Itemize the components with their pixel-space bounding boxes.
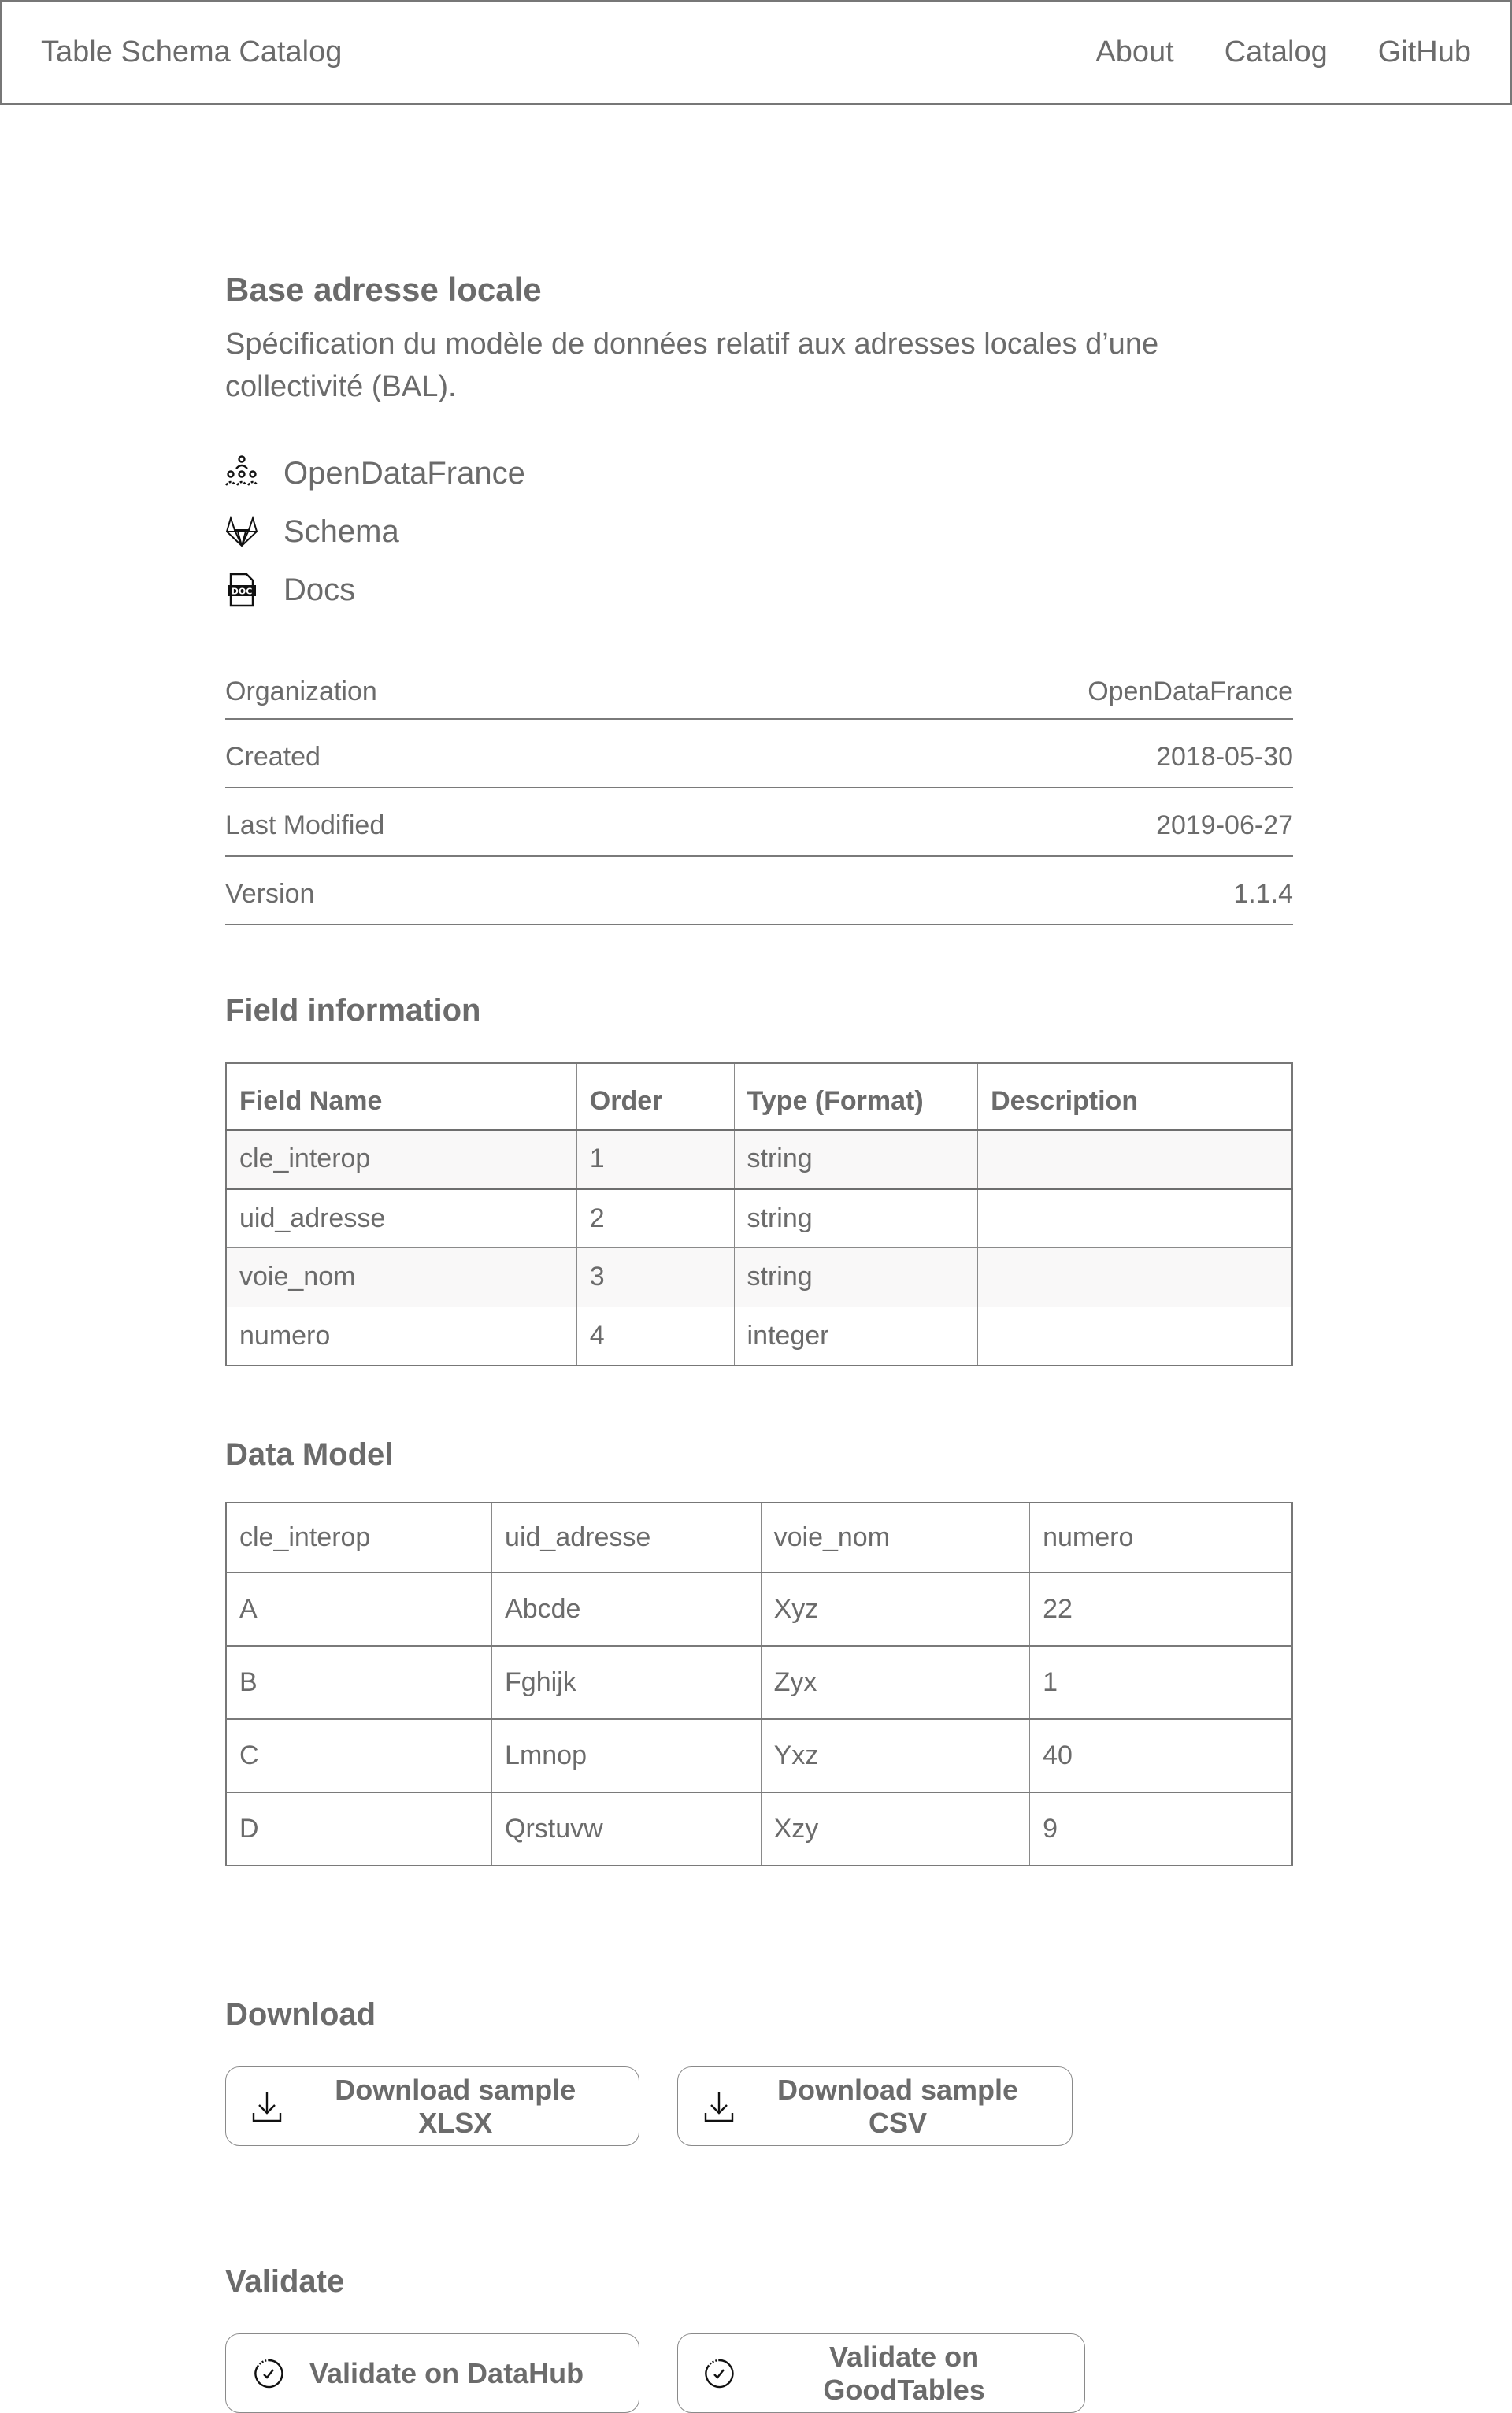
gitlab-icon [225,515,258,548]
page-title: Base adresse locale [225,271,542,308]
field-information-table [225,1062,1293,1366]
nav-links [1045,35,1471,69]
metadata-label: Last Modified [225,810,385,840]
table-row [226,1719,1292,1792]
table-cell: 2 [576,1188,734,1247]
table-cell [978,1247,1292,1307]
table-cell: 9 [1030,1792,1292,1866]
download-title: Download [225,1997,376,2032]
table-cell: integer [734,1307,978,1366]
table-cell: 22 [1030,1573,1292,1646]
organization-icon [225,457,258,490]
metadata-row-organization [225,657,1293,720]
field-information-title: Field information [225,993,481,1028]
link-organization-label: OpenDataFrance [284,455,525,491]
table-cell: B [226,1646,492,1719]
metadata-row-created [225,720,1293,788]
download-icon [703,2089,735,2124]
metadata-value: 2019-06-27 [1156,810,1293,840]
validate-goodtables-label: Validate on GoodTables [823,2340,985,2406]
table-cell: numero [226,1307,576,1366]
table-cell: 40 [1030,1719,1292,1792]
table-row [226,1247,1292,1307]
column-header: Field Name [226,1063,576,1129]
table-row [226,1792,1292,1866]
link-docs-label: Docs [284,572,356,607]
validate-datahub-button[interactable] [225,2333,639,2413]
table-cell: 4 [576,1307,734,1366]
schema-detail [225,260,1293,2413]
table-cell [978,1307,1292,1366]
check-circle-icon [703,2356,735,2391]
link-schema[interactable] [225,502,1293,561]
download-icon [251,2089,284,2124]
table-cell: Fghijk [492,1646,762,1719]
table-cell: 1 [1030,1646,1292,1719]
validate-buttons [225,2333,1293,2413]
table-cell: Yxz [761,1719,1029,1792]
column-header: Order [576,1063,734,1129]
metadata-value: 1.1.4 [1233,879,1293,909]
table-cell: string [734,1129,978,1188]
table-cell: Qrstuvw [492,1792,762,1866]
table-cell: Lmnop [492,1719,762,1792]
schema-description: Spécification du modèle de données relatif aux adresses locales d’une collectivité (BAL). [225,328,1159,403]
data-model-table [225,1502,1293,1866]
brand-link[interactable]: Table Schema Catalog [41,35,343,69]
download-csv-button[interactable] [677,2066,1073,2146]
validate-goodtables-button[interactable] [677,2333,1085,2413]
table-cell [978,1129,1292,1188]
nav-link-catalog[interactable]: Catalog [1224,35,1328,69]
table-cell: uid_adresse [226,1188,576,1247]
table-cell: string [734,1188,978,1247]
metadata-label: Created [225,742,321,772]
column-header: Type (Format) [734,1063,978,1129]
validate-title: Validate [225,2264,345,2299]
table-cell: cle_interop [226,1129,576,1188]
column-header: voie_nom [761,1503,1029,1573]
metadata-list [225,657,1293,925]
metadata-value: OpenDataFrance [1088,676,1293,706]
table-cell: string [734,1247,978,1307]
check-circle-icon [251,2356,286,2391]
table-cell: Zyx [761,1646,1029,1719]
table-header-row [226,1063,1292,1129]
doc-file-icon [225,573,258,606]
link-schema-label: Schema [284,513,399,549]
column-header: numero [1030,1503,1292,1573]
table-row [226,1129,1292,1188]
table-header-row [226,1503,1292,1573]
table-cell: A [226,1573,492,1646]
data-model-title: Data Model [225,1437,394,1472]
table-cell: Xyz [761,1573,1029,1646]
metadata-label: Version [225,879,315,909]
column-header: cle_interop [226,1503,492,1573]
svg-text:DOC: DOC [231,586,253,597]
table-row [226,1188,1292,1247]
column-header: uid_adresse [492,1503,762,1573]
table-cell: 3 [576,1247,734,1307]
link-organization[interactable] [225,444,1293,502]
table-cell: Xzy [761,1792,1029,1866]
navbar [0,0,1512,105]
download-xlsx-label: Download sample XLSX [335,2073,576,2139]
table-cell: Abcde [492,1573,762,1646]
validate-datahub-label: Validate on DataHub [309,2356,584,2389]
nav-link-github[interactable]: GitHub [1377,35,1471,69]
table-row [226,1646,1292,1719]
table-cell [978,1188,1292,1247]
table-cell: C [226,1719,492,1792]
metadata-row-version [225,857,1293,925]
table-cell: 1 [576,1129,734,1188]
metadata-row-last-modified [225,788,1293,857]
table-cell: voie_nom [226,1247,576,1307]
link-docs[interactable] [225,561,1293,619]
metadata-value: 2018-05-30 [1156,742,1293,772]
schema-links [225,444,1293,619]
download-csv-label: Download sample CSV [776,2073,1019,2139]
download-buttons [225,2066,1293,2146]
nav-link-about[interactable]: About [1095,35,1174,69]
table-row [226,1307,1292,1366]
metadata-label: Organization [225,676,377,706]
table-cell: D [226,1792,492,1866]
column-header: Description [978,1063,1292,1129]
download-xlsx-button[interactable] [225,2066,639,2146]
table-row [226,1573,1292,1646]
